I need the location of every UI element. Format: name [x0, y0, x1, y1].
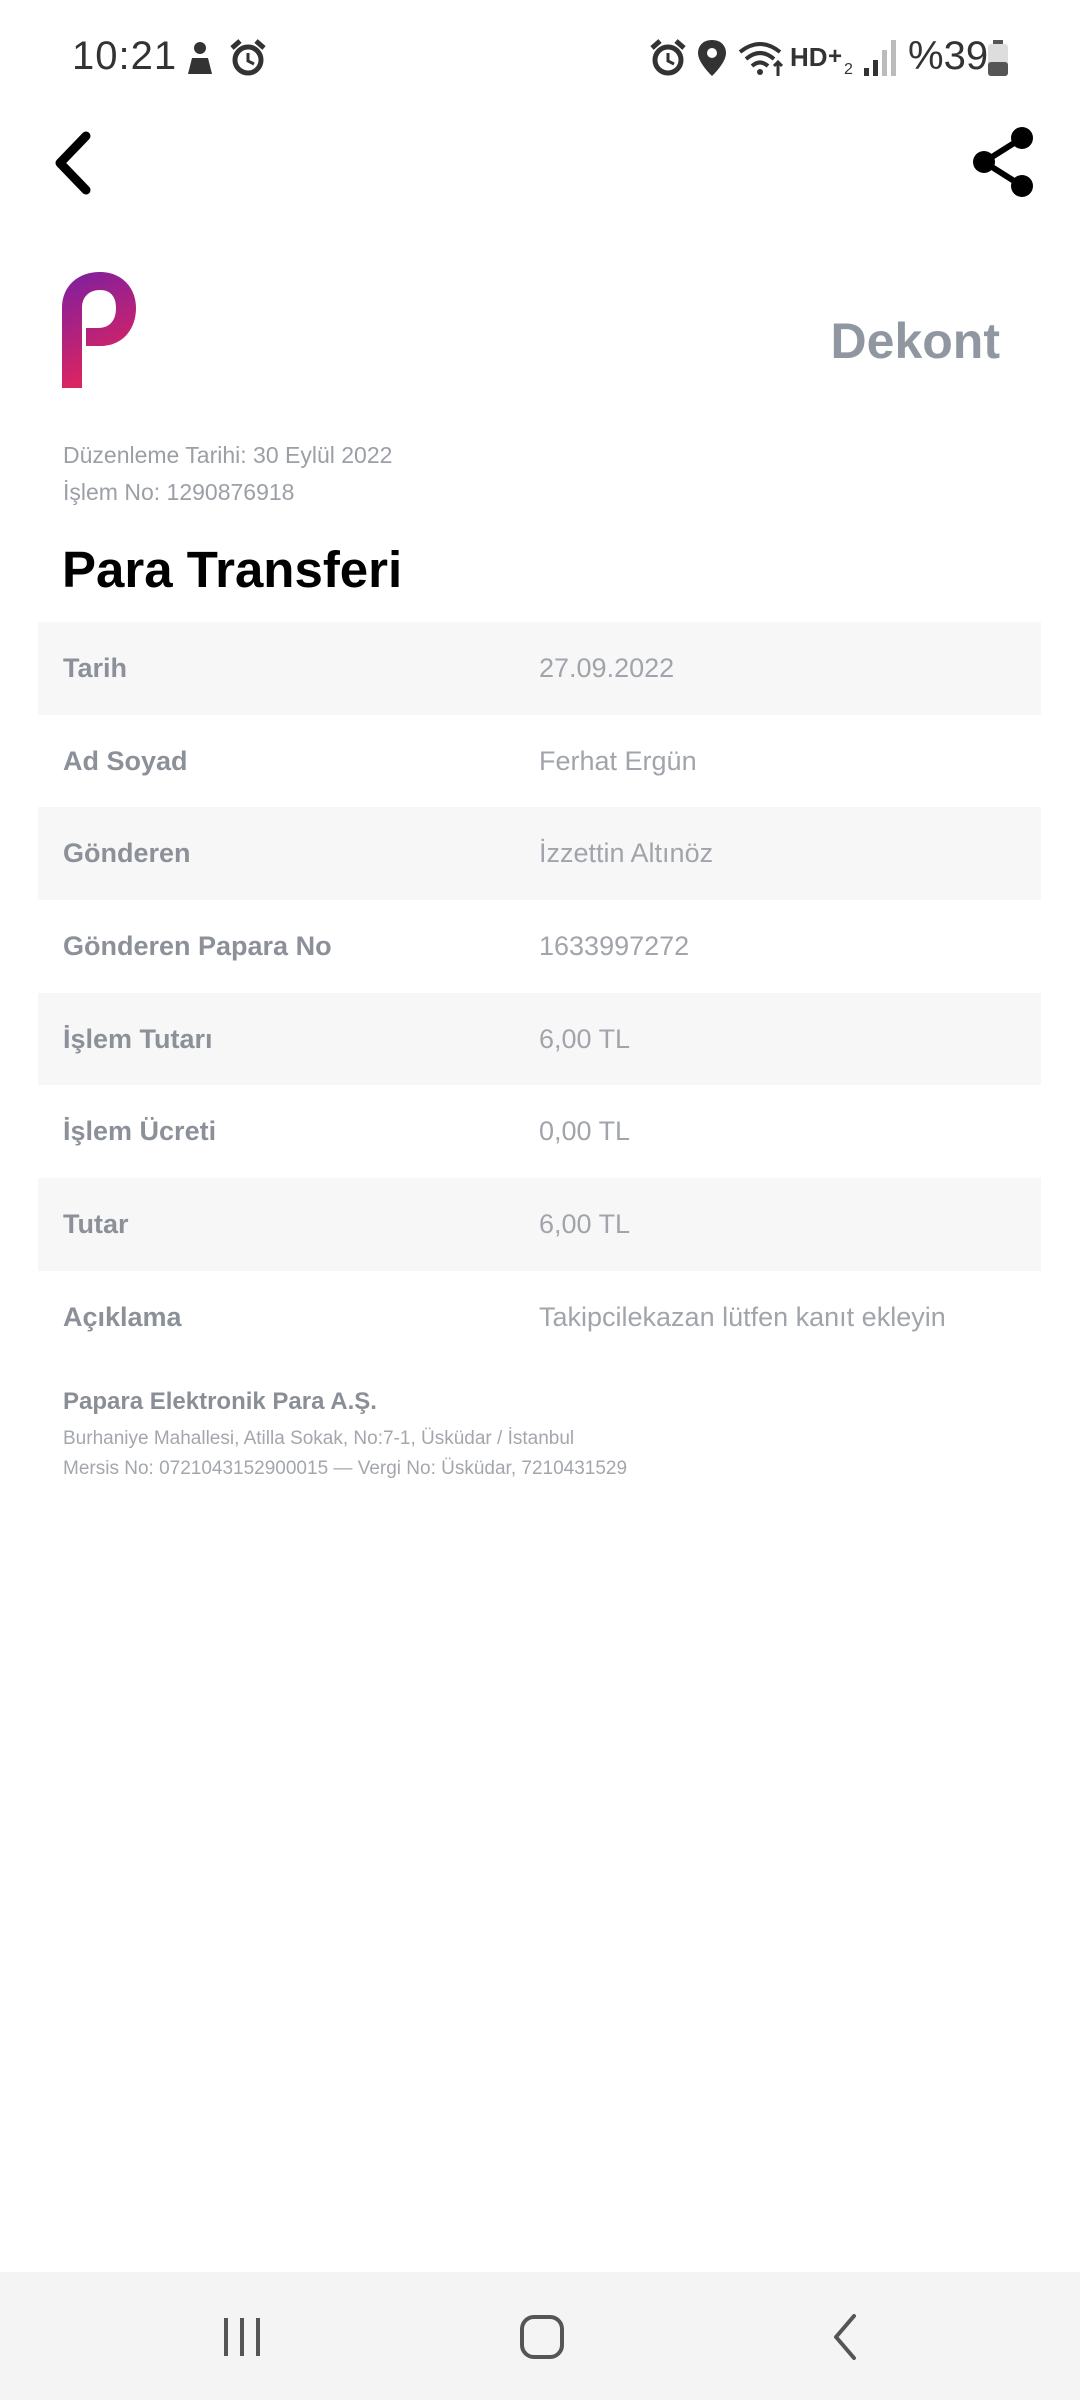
- signal-icon: [862, 38, 898, 78]
- company-registry: Mersis No: 0721043152900015 — Vergi No: Üsküdar, 7210431529: [63, 1458, 628, 1479]
- company-address: Burhaniye Mahallesi, Atilla Sokak, No:7-1, Üsküdar / İstanbul: [63, 1428, 575, 1449]
- chevron-left-icon[interactable]: [44, 124, 104, 202]
- table-row: [38, 807, 1041, 900]
- row-value: 27.09.2022: [539, 653, 675, 683]
- row-label: İşlem Tutarı: [63, 1023, 213, 1054]
- status-time: 10:21: [72, 34, 178, 78]
- row-label: Ad Soyad: [63, 745, 188, 776]
- issue-date: Düzenleme Tarihi: 30 Eylül 2022: [63, 442, 393, 468]
- back-icon[interactable]: [806, 2302, 886, 2372]
- battery-icon: [986, 38, 1010, 78]
- status-bar: [0, 0, 1080, 120]
- table-row: [38, 1085, 1041, 1178]
- alarm-icon: [648, 38, 688, 78]
- home-icon[interactable]: [502, 2302, 582, 2372]
- svg-text:+: +: [828, 43, 843, 70]
- table-row: [38, 993, 1041, 1086]
- table-row: [38, 622, 1041, 715]
- row-value: 6,00 TL: [539, 1023, 631, 1054]
- company-name: Papara Elektronik Para A.Ş.: [63, 1388, 377, 1415]
- row-label: Açıklama: [63, 1301, 182, 1332]
- system-nav-bar: [0, 2272, 1080, 2400]
- section-title: Para Transferi: [62, 541, 403, 598]
- svg-text:2: 2: [844, 61, 853, 78]
- table-row: [38, 900, 1041, 993]
- person-alert-icon: [180, 38, 220, 78]
- row-label: Gönderen Papara No: [63, 931, 332, 962]
- row-label: Gönderen: [63, 838, 191, 869]
- table-row: [38, 1178, 1041, 1271]
- wifi-icon: [738, 38, 786, 78]
- alarm-icon: [228, 38, 268, 78]
- document-title: Dekont: [830, 313, 1000, 369]
- row-label: Tarih: [63, 653, 128, 683]
- svg-text:HD: HD: [790, 42, 828, 72]
- location-icon: [692, 38, 732, 78]
- row-value: Takipcilekazan lütfen kanıt ekleyin: [539, 1301, 946, 1332]
- row-label: İşlem Ücreti: [63, 1116, 217, 1147]
- row-value: 6,00 TL: [539, 1209, 631, 1240]
- transaction-number: İşlem No: 1290876918: [63, 479, 295, 505]
- share-icon[interactable]: [968, 124, 1038, 200]
- receipt-details-table: [38, 622, 1041, 1364]
- table-row: [38, 1271, 1041, 1364]
- row-value: 0,00 TL: [539, 1116, 631, 1147]
- recent-apps-icon[interactable]: [202, 2302, 282, 2372]
- row-value: Ferhat Ergün: [539, 745, 697, 776]
- table-row: [38, 715, 1041, 808]
- row-value: İzzettin Altınöz: [539, 838, 714, 869]
- papara-logo: [60, 270, 138, 390]
- hd-voice-icon: [790, 38, 856, 78]
- row-value: 1633997272: [539, 931, 690, 962]
- battery-percent: %39: [908, 34, 989, 78]
- row-label: Tutar: [63, 1209, 129, 1240]
